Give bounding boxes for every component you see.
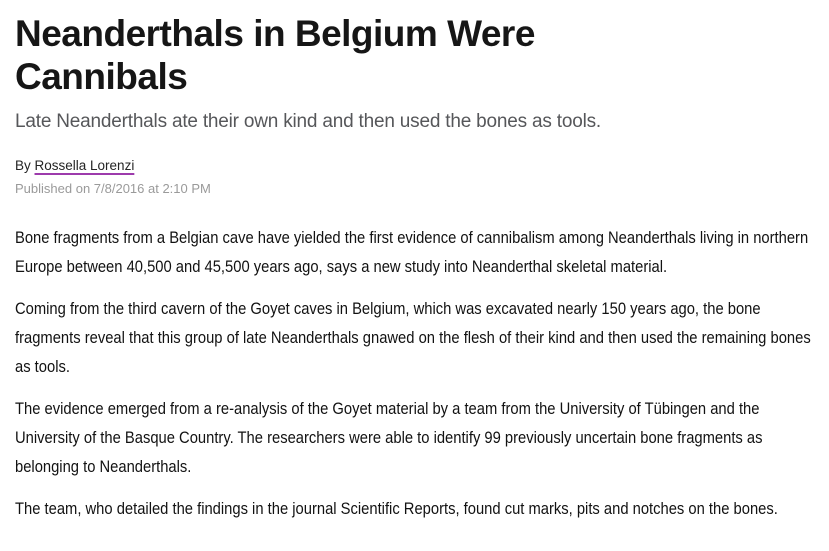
paragraph-4: The team, who detailed the findings in the journal Scientific Reports, found cut marks, pits and notches on the bones. [15, 499, 778, 518]
article-body [15, 223, 815, 523]
article-title: Neanderthals in Belgium Were Cannibals [15, 13, 535, 97]
author-link[interactable]: Rossella Lorenzi [34, 158, 135, 173]
byline-prefix: By [15, 158, 35, 173]
paragraph-2: Coming from the third cavern of the Goyet caves in Belgium, which was excavated nearly 150 years ago, the bone fragments reveal that this group of late Neanderthals gnawed on the flesh of their kind and then used the remaining bones as tools. [15, 299, 811, 376]
published-date: Published on 7/8/2016 at 2:10 PM [15, 181, 211, 196]
paragraph-3: The evidence emerged from a re-analysis of the Goyet material by a team from the University of Tübingen and the University of the Basque Country. The researchers were able to identify 99 previously uncertain bone fragments as belonging to Neanderthals. [15, 399, 763, 476]
paragraph-1: Bone fragments from a Belgian cave have yielded the first evidence of cannibalism among Neanderthals living in northern Europe between 40,500 and 45,500 years ago, says a new study into Neanderthal skeletal material. [15, 228, 809, 276]
byline [15, 158, 814, 174]
article-page [0, 12, 829, 523]
article-subtitle: Late Neanderthals ate their own kind and then used the bones as tools. [15, 111, 601, 132]
